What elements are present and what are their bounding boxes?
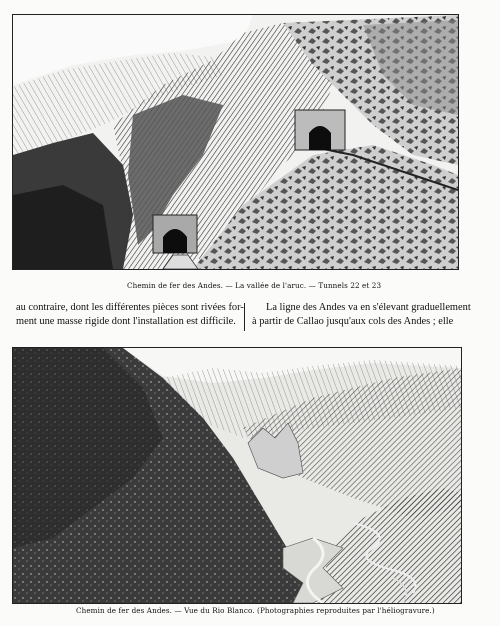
text-line: à partir de Callao jusqu'aux cols des Andes ; elle — [252, 316, 454, 327]
rio-blanco-illustration — [13, 348, 461, 603]
figure-caption-top: Chemin de fer des Andes. — La vallée de l'aruc. — Tunnels 22 et 23 — [127, 281, 382, 290]
text-line: au contraire, dont les différentes pièces sont rivées for- — [16, 302, 244, 313]
text-column-left — [16, 301, 244, 329]
column-divider — [244, 303, 245, 331]
engraving-tunnels — [12, 14, 459, 270]
text-line: La ligne des Andes va en s'élevant graduellement — [266, 302, 471, 313]
engraving-rio-blanco — [12, 347, 462, 604]
text-line: ment une masse rigide dont l'installation est difficile. — [16, 316, 236, 327]
tunnels-illustration — [13, 15, 458, 269]
text-column-right — [252, 301, 471, 329]
figure-caption-bottom: Chemin de fer des Andes. — Vue du Rio Blanco. (Photographies reproduites par l'héliogravure.) — [76, 606, 435, 615]
